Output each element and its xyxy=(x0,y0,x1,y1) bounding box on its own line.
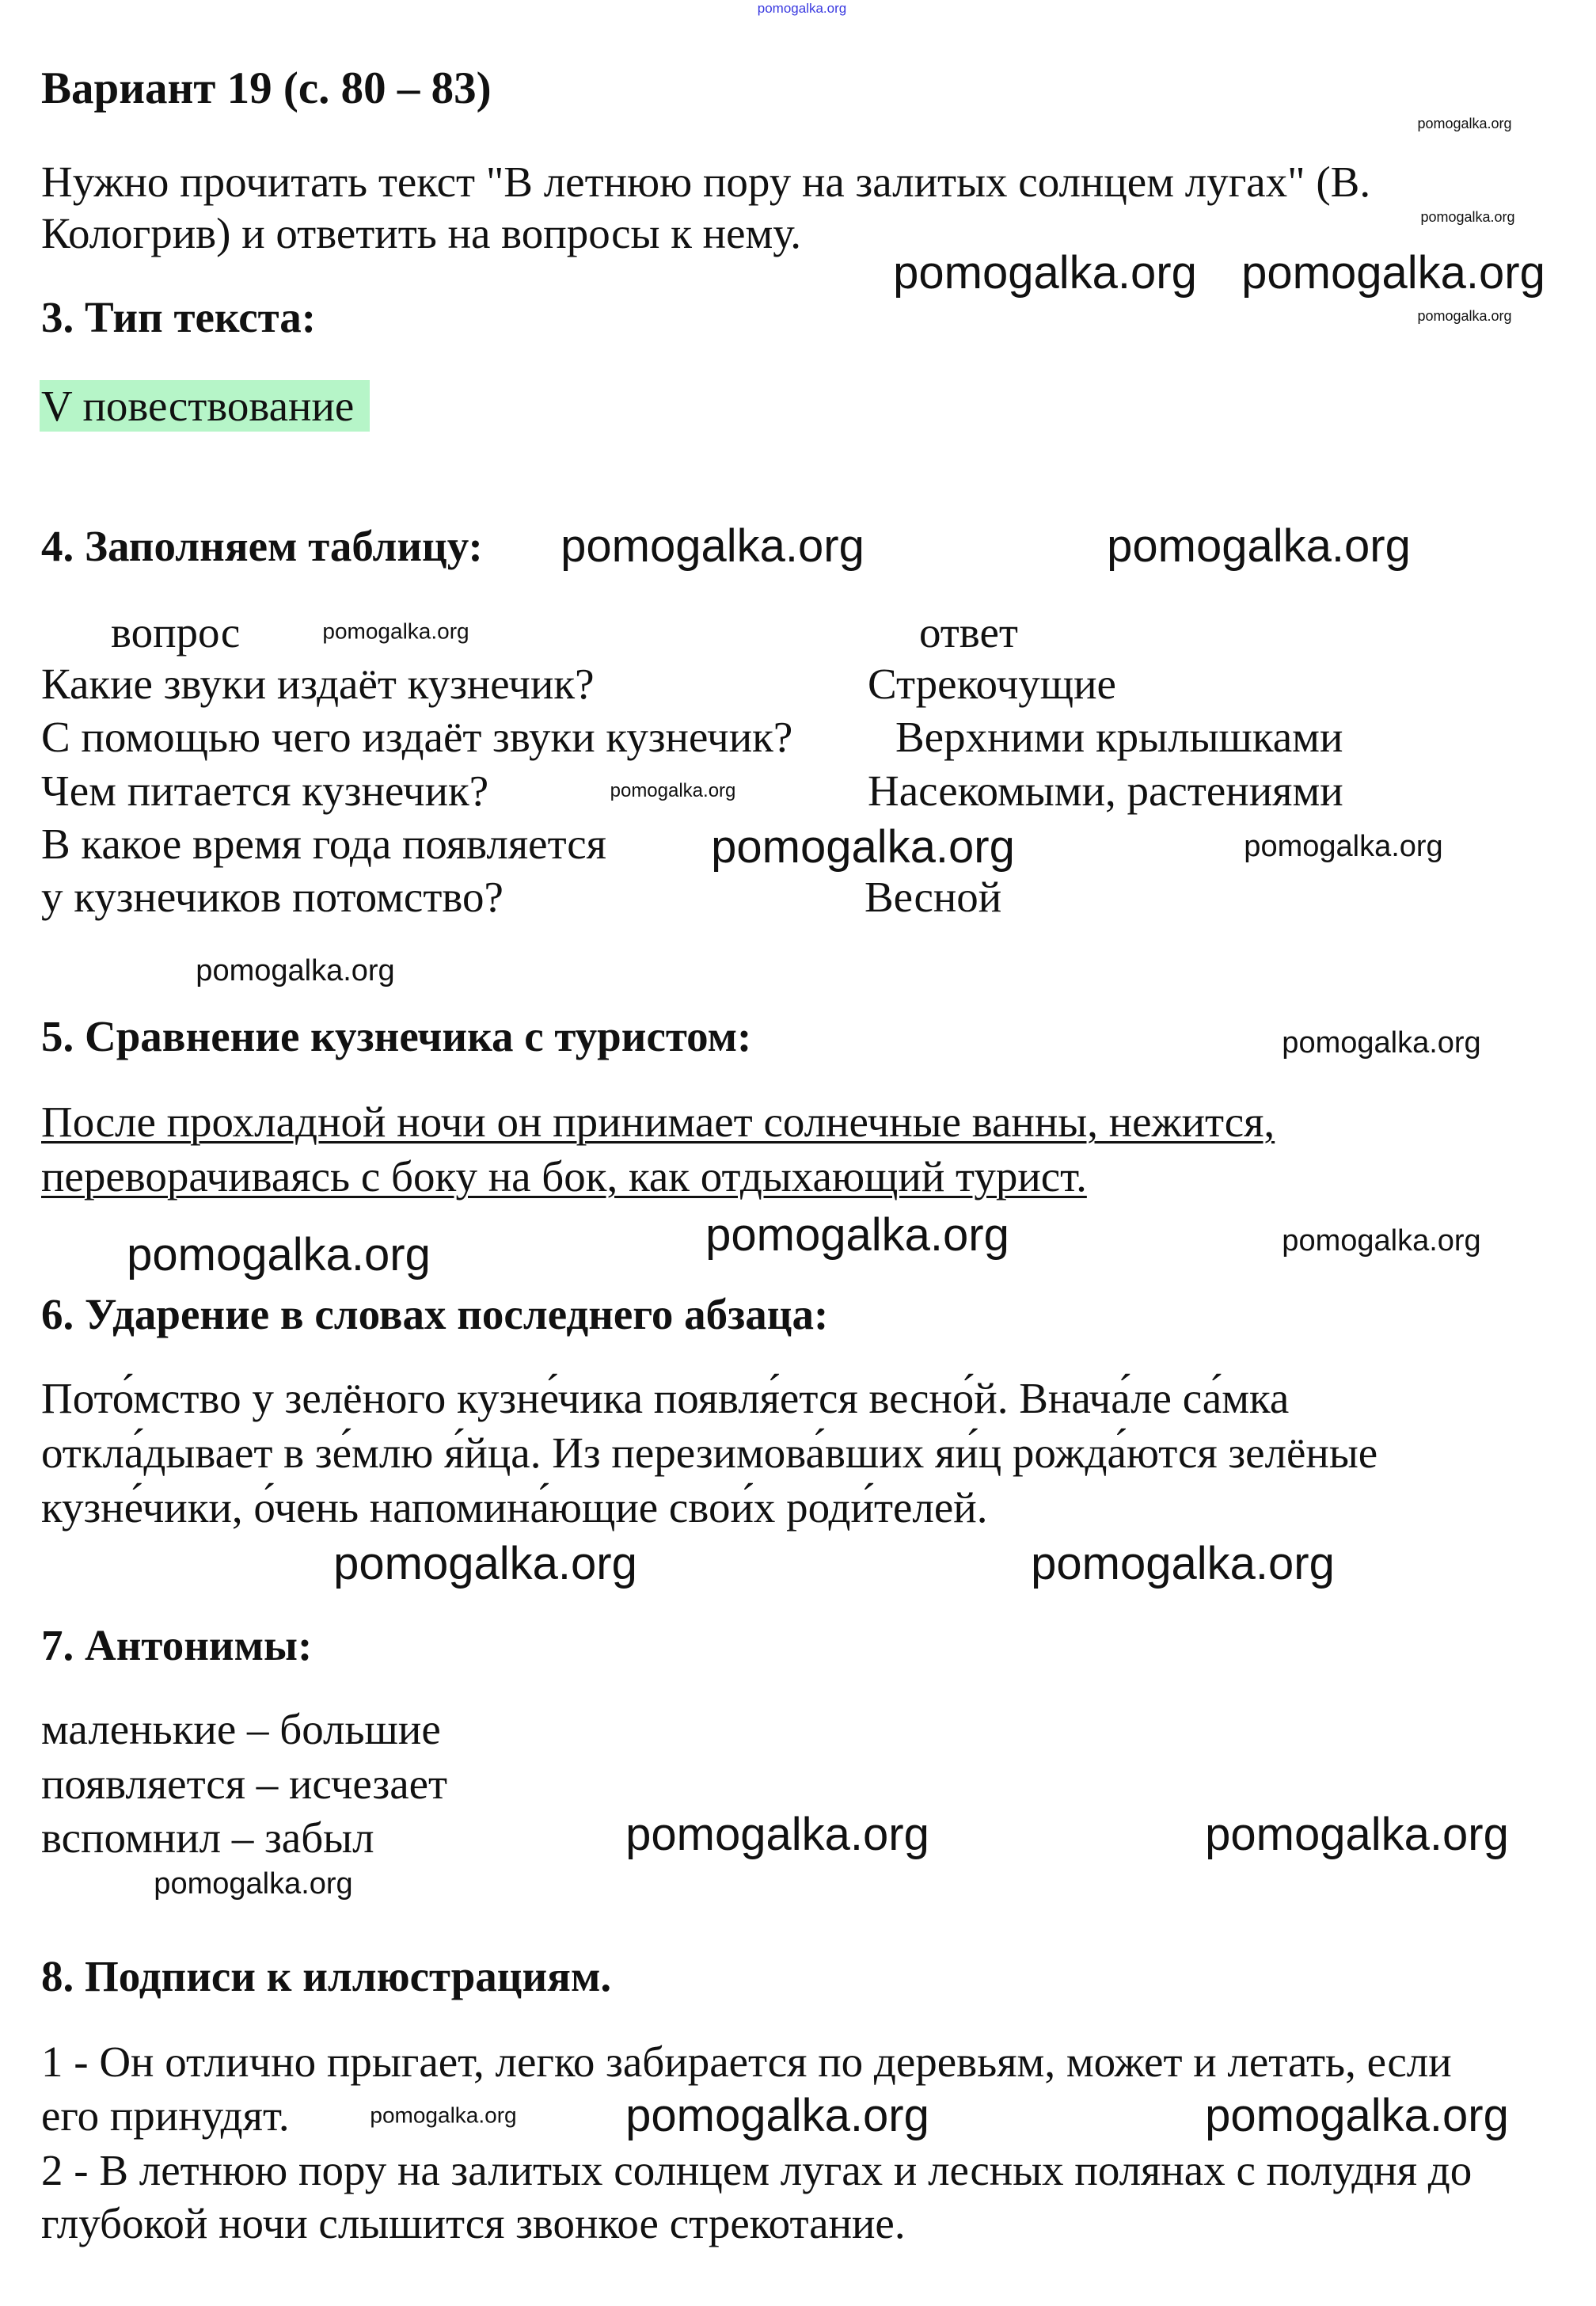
watermark: pomogalka.org xyxy=(1420,209,1515,226)
watermark: pomogalka.org xyxy=(625,2090,929,2142)
watermark: pomogalka.org xyxy=(1282,1224,1481,1258)
antonym-pair: вспомнил – забыл xyxy=(41,1813,374,1862)
text-type-answer: V повествование xyxy=(41,382,355,430)
watermark: pomogalka.org xyxy=(322,618,469,644)
watermark: pomogalka.org xyxy=(1205,1809,1509,1861)
watermark: pomogalka.org xyxy=(893,247,1197,299)
table-answer: Стрекочущие xyxy=(868,660,1116,708)
watermark: pomogalka.org xyxy=(1282,1026,1481,1060)
stress-line-1: Пото́мство у зелёного кузне́чика появля́ется весно́й. Внача́ле са́мка xyxy=(41,1374,1290,1422)
caption-line: глубокой ночи слышится звонкое стрекотание. xyxy=(41,2199,906,2247)
stress-line-3: кузне́чики, о́чень напомина́ющие свои́х роди́телей. xyxy=(41,1483,988,1532)
watermark: pomogalka.org xyxy=(610,779,736,801)
intro-line-2: Кологрив) и ответить на вопросы к нему. xyxy=(41,209,802,257)
watermark: pomogalka.org xyxy=(1205,2090,1509,2142)
section-3-heading: 3. Тип текста: xyxy=(41,293,317,341)
caption-line: 2 - В летнюю пору на залитых солнцем лугах и лесных полянах с полудня до xyxy=(41,2146,1472,2194)
table-question: Какие звуки издаёт кузнечик? xyxy=(41,660,595,708)
watermark: pomogalka.org xyxy=(1241,247,1545,299)
watermark: pomogalka.org xyxy=(127,1229,431,1281)
watermark: pomogalka.org xyxy=(705,1209,1009,1261)
watermark: pomogalka.org xyxy=(560,520,864,573)
top-watermark[interactable]: pomogalka.org xyxy=(757,1,847,16)
table-answer: Весной xyxy=(864,873,1002,921)
antonym-pair: маленькие – большие xyxy=(41,1705,441,1753)
antonym-pair: появляется – исчезает xyxy=(41,1760,448,1808)
intro-line-1: Нужно прочитать текст "В летнюю пору на залитых солнцем лугах" (В. xyxy=(41,158,1371,206)
watermark: pomogalka.org xyxy=(333,1538,637,1590)
section-4-heading: 4. Заполняем таблицу: xyxy=(41,522,483,570)
caption-line: 1 - Он отлично прыгает, легко забирается по деревьям, может и летать, если xyxy=(41,2038,1452,2086)
table-question-cont: у кузнечиков потомство? xyxy=(41,873,504,921)
caption-line: его принудят. xyxy=(41,2091,290,2140)
table-question: С помощью чего издаёт звуки кузнечик? xyxy=(41,713,793,761)
section-5-heading: 5. Сравнение кузнечика с туристом: xyxy=(41,1012,752,1060)
watermark: pomogalka.org xyxy=(370,2102,517,2128)
watermark: pomogalka.org xyxy=(196,954,395,988)
page-title: Вариант 19 (с. 80 – 83) xyxy=(41,63,492,113)
column-header-answer: ответ xyxy=(919,608,1018,656)
section-6-heading: 6. Ударение в словах последнего абзаца: xyxy=(41,1290,829,1338)
section-8-heading: 8. Подписи к иллюстрациям. xyxy=(41,1952,612,2000)
watermark: pomogalka.org xyxy=(711,821,1015,873)
table-answer: Верхними крылышками xyxy=(895,713,1343,761)
table-question: Чем питается кузнечик? xyxy=(41,767,489,815)
watermark: pomogalka.org xyxy=(1417,116,1512,132)
watermark: pomogalka.org xyxy=(625,1809,929,1861)
watermark: pomogalka.org xyxy=(1244,830,1443,864)
comparison-line-2: переворачиваясь с боку на бок, как отдыхающий турист. xyxy=(41,1152,1087,1201)
watermark: pomogalka.org xyxy=(154,1867,353,1901)
watermark: pomogalka.org xyxy=(1031,1538,1335,1590)
stress-line-2: откла́дывает в зе́млю я́йца. Из перезимова́вших яи́ц рожда́ются зелёные xyxy=(41,1429,1378,1477)
column-header-question: вопрос xyxy=(111,608,241,656)
section-7-heading: 7. Антонимы: xyxy=(41,1621,313,1669)
watermark: pomogalka.org xyxy=(1417,308,1512,325)
table-answer: Насекомыми, растениями xyxy=(868,767,1343,815)
table-question: В какое время года появляется xyxy=(41,820,606,868)
comparison-line-1: После прохладной ночи он принимает солнечные ванны, нежится, xyxy=(41,1098,1275,1146)
watermark: pomogalka.org xyxy=(1107,520,1411,573)
